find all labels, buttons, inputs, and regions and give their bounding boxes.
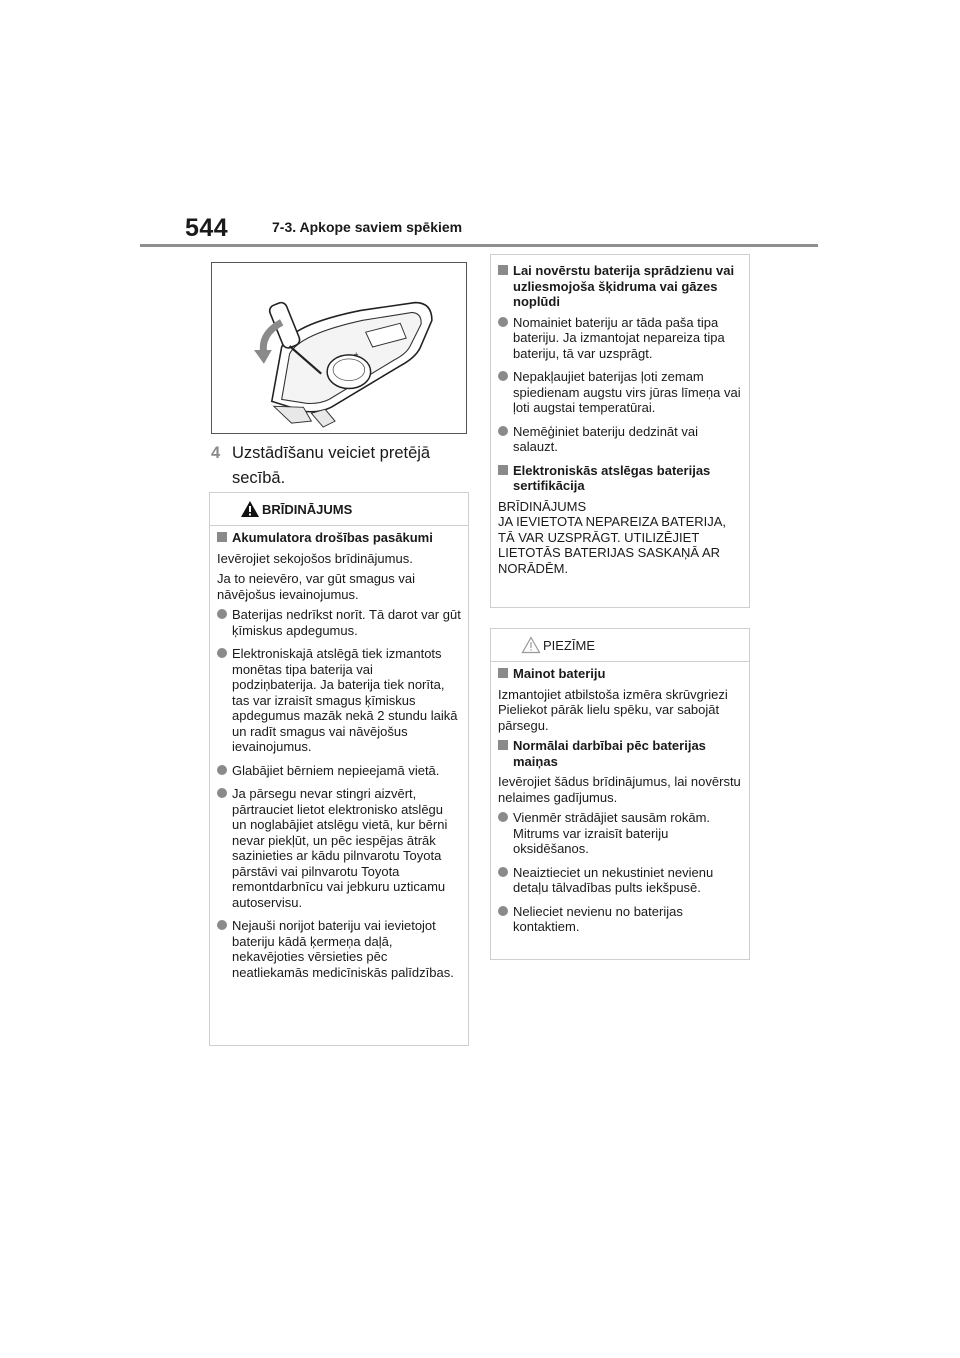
note-heading-1: Mainot bateriju (498, 666, 742, 682)
warning-continuation-box (490, 254, 750, 608)
note-text-2: Ievērojiet šādus brīdinājumus, lai novērstu nelaimes gadījumus. (498, 774, 741, 805)
warning-box-header (210, 493, 468, 526)
page-number: 544 (185, 214, 229, 242)
warning-title: BRĪDINĀJUMS (262, 502, 353, 517)
warning-bullet: Nejauši norijot bateriju vai ievietojot bateriju kādā ķermeņa daļā, nekavējoties vērsieties pēc neatliekamās medicīniskās palīdzības. (217, 918, 461, 980)
certification-warning-label: BRĪDINĀJUMS (498, 498, 587, 514)
warning-bullet: Ja pārsegu nevar stingri aizvērt, pārtrauciet lietot elektronisko atslēgu un noglabājiet atslēgu vietā, kur bērni nevar piekļūt, un pēc iespējas ātrāk sazinieties ar kādu pilnvarotu Toyota pārstāvi vai pilnvarotu Toyota remontdarbnīcu vai jebkuru uzticamu autoservisu. (217, 786, 461, 910)
warning-triangle-icon (240, 500, 260, 518)
warning-bullet: Elektroniskajā atslēgā tiek izmantots monētas tipa baterija vai podziņbaterija. Ja baterija tiek norīta, tas var izraisīt smagus ķīmiskus apdegumus mazāk nekā 2 stundu laikā un radīt smagus vai nāvējošus ievainojumus. (217, 646, 461, 755)
step-number: 4 (211, 444, 221, 462)
explosion-bullet: Nemēģiniet bateriju dedzināt vai salauzt. (498, 424, 742, 455)
warning-box (209, 492, 469, 1046)
warning-continuation-body (491, 255, 749, 576)
header-rule (140, 244, 818, 247)
warning-body (210, 526, 468, 980)
note-box-header (491, 629, 749, 662)
warning-bullet: Glabājiet bērniem nepieejamā vietā. (217, 763, 461, 779)
note-title: PIEZĪME (543, 638, 596, 653)
key-battery-illustration (211, 262, 467, 434)
note-bullet: Nelieciet nevienu no baterijas kontaktiem. (498, 904, 742, 935)
warning-intro-1: Ievērojiet sekojošos brīdinājumus. (217, 550, 413, 566)
step-text: Uzstādīšanu veiciet pretējā secībā. (232, 444, 431, 487)
svg-text:+: + (353, 349, 359, 359)
certification-heading: Elektroniskās atslēgas baterijas sertifikācija (498, 463, 742, 494)
note-text-1: Izmantojiet atbilstoša izmēra skrūvgriezi Pieliekot pārāk lielu spēku, var sabojāt pārsegu. (498, 686, 728, 733)
certification-warning-text: JA IEVIETOTA NEPAREIZA BATERIJA, TĀ VAR UZSPRĀGT. UTILIZĒJIET LIETOTĀS BATERIJAS SASKAŅĀ AR NORĀDĒM. (498, 514, 727, 576)
explosion-bullet: Nepakļaujiet baterijas ļoti zemam spiedienam augstu virs jūras līmeņa vai ļoti augstai temperatūrai. (498, 369, 742, 416)
key-opening-drawing (212, 263, 466, 433)
note-triangle-icon (521, 636, 541, 654)
note-bullet: Neaiztieciet un nekustiniet nevienu detaļu tālvadības pults iekšpusē. (498, 865, 742, 896)
explosion-heading: Lai novērstu baterija sprādzienu vai uzliesmojoša šķidruma vai gāzes noplūdi (498, 263, 742, 310)
note-box (490, 628, 750, 960)
warning-bullet: Baterijas nedrīkst norīt. Tā darot var gūt ķīmiskus apdegumus. (217, 607, 461, 638)
note-heading-2: Normālai darbībai pēc baterijas maiņas (498, 738, 742, 769)
warning-heading: Akumulatora drošības pasākumi (217, 530, 461, 546)
note-body (491, 662, 749, 935)
note-bullet: Vienmēr strādājiet sausām rokām. Mitrums var izraisīt bateriju oksidēšanos. (498, 810, 742, 857)
section-title: 7-3. Apkope saviem spēkiem (272, 219, 463, 235)
explosion-bullet: Nomainiet bateriju ar tāda paša tipa bateriju. Ja izmantojat nepareiza tipa bateriju, tā var uzsprāgt. (498, 315, 742, 362)
warning-intro-2: Ja to neievēro, var gūt smagus vai nāvējošus ievainojumus. (217, 571, 415, 602)
